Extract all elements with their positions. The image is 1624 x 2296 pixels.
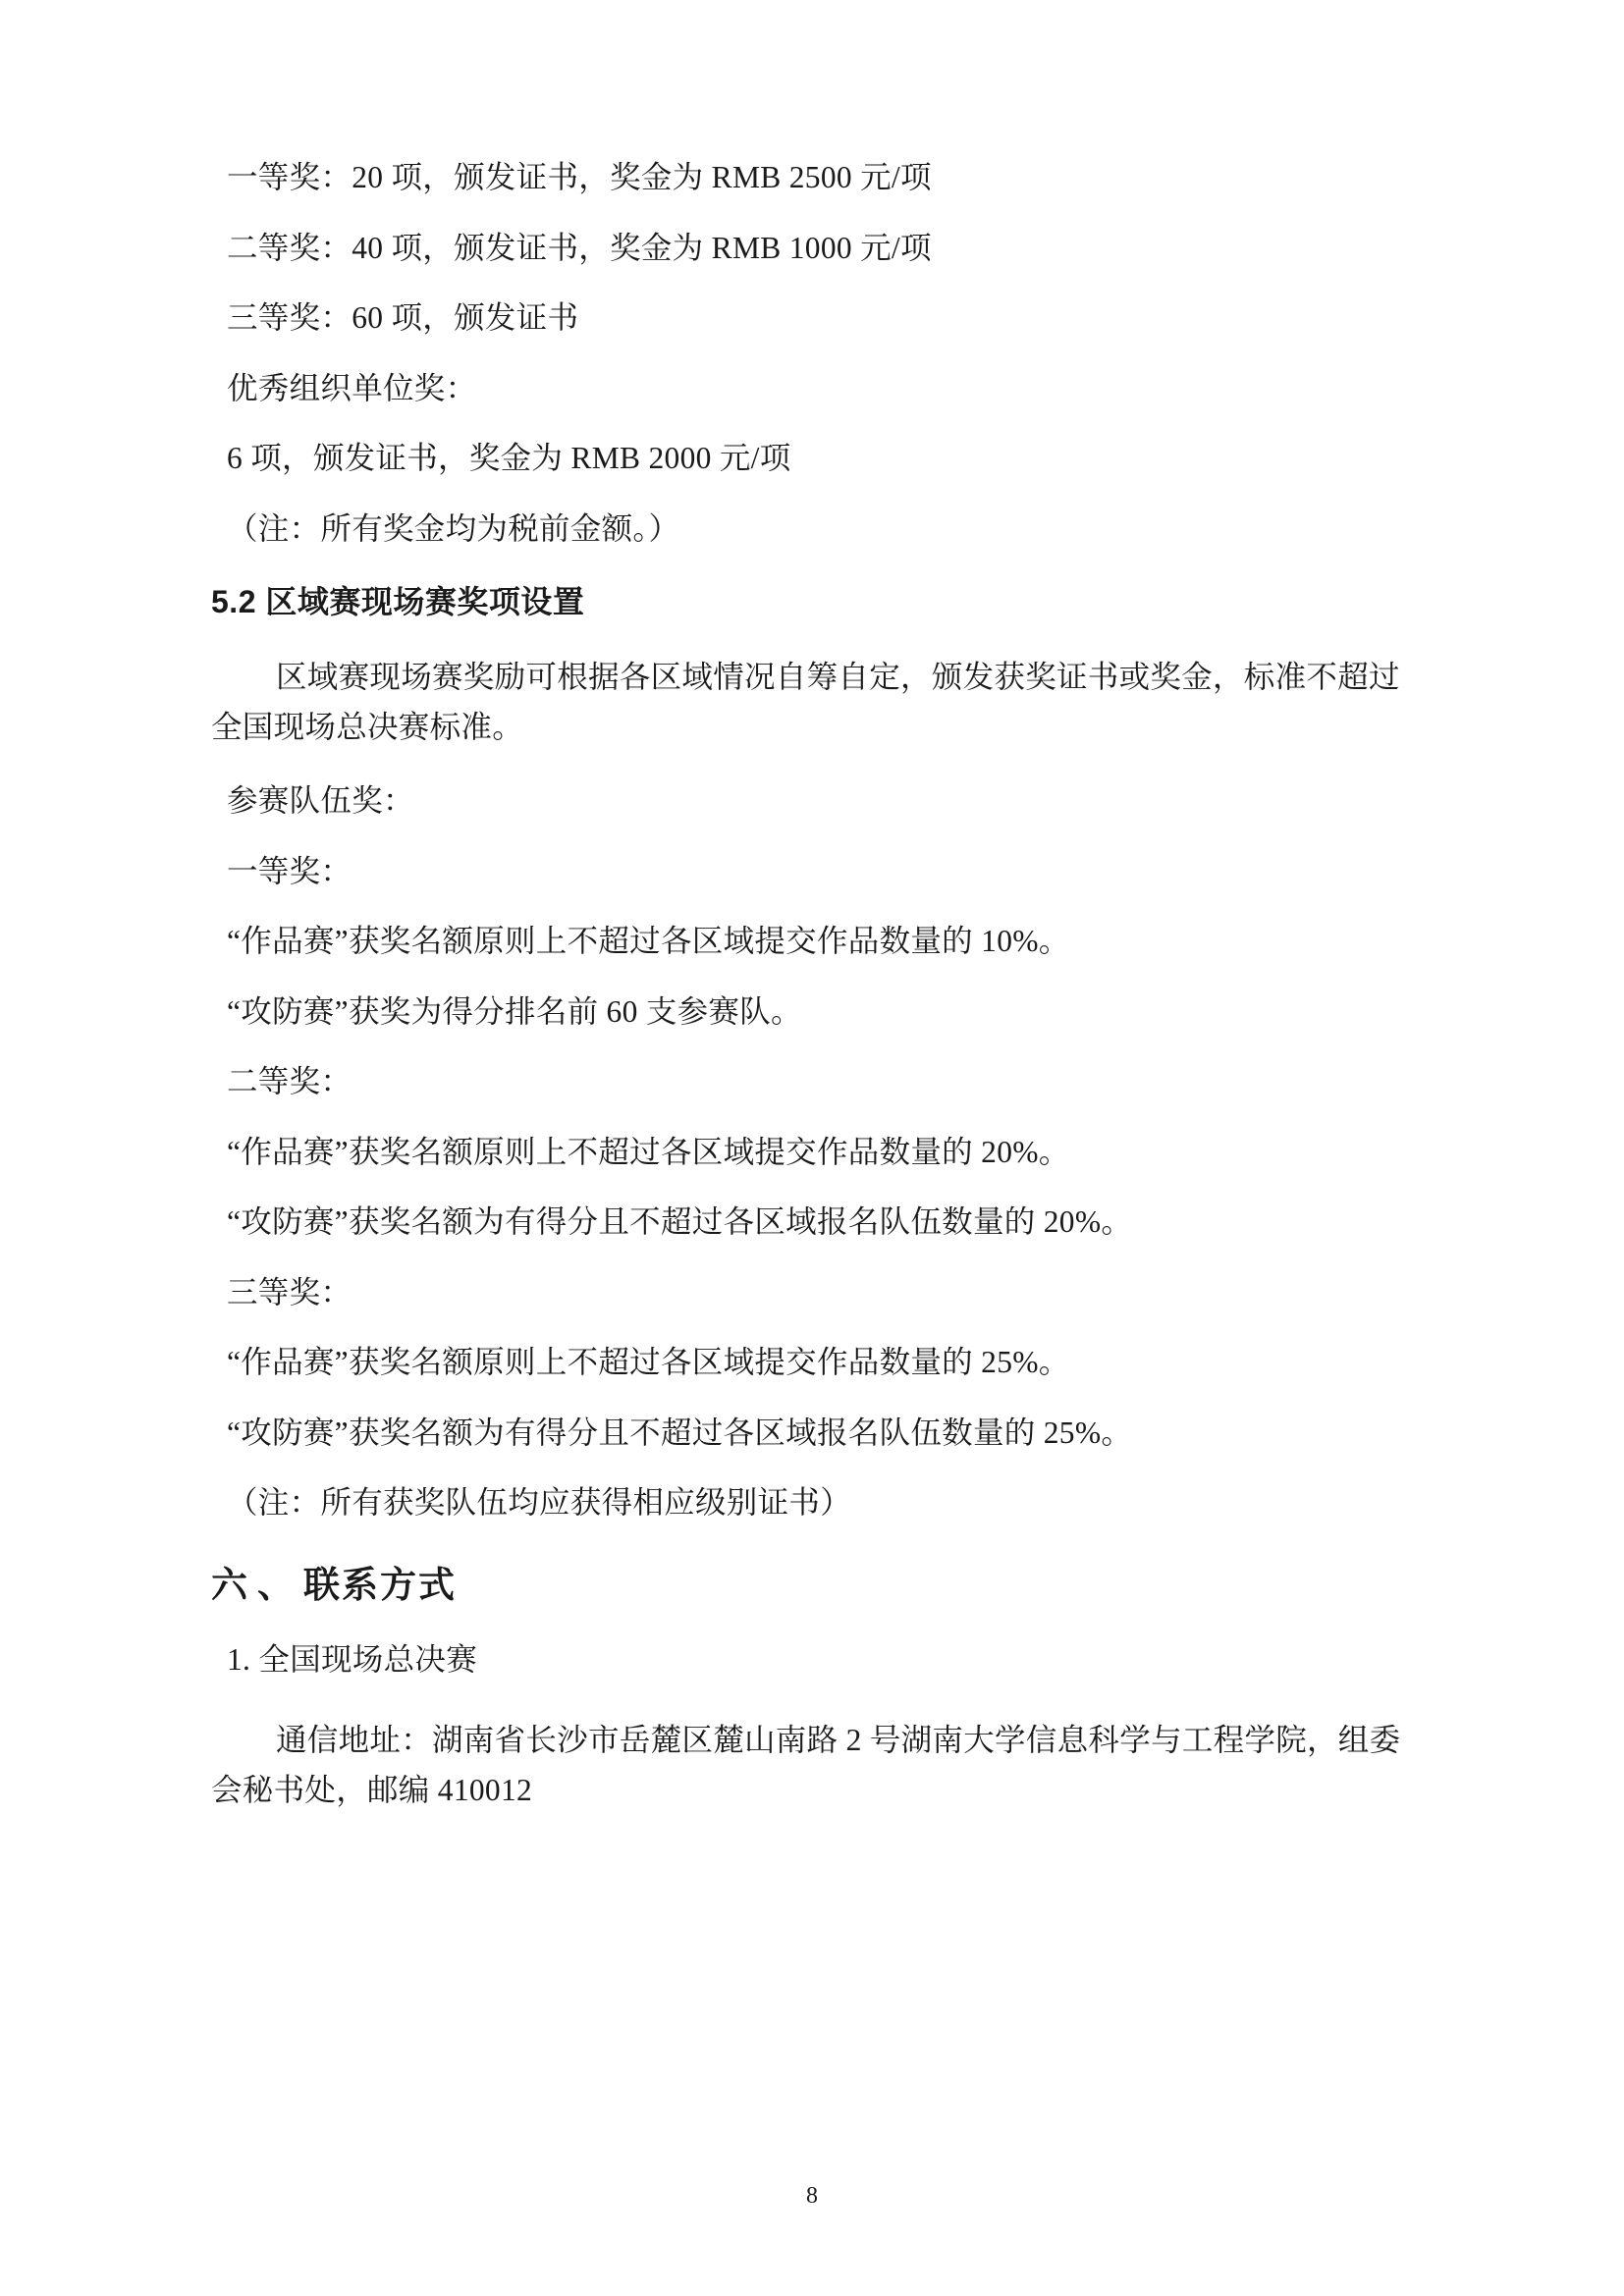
section-5-2-intro-text: 区域赛现场赛奖励可根据各区域情况自筹自定，颁发获奖证书或奖金，标准不超过全国现场总决赛标准。 [211, 660, 1400, 745]
level-3-label: 三等奖： [227, 1274, 352, 1309]
section-6-heading-number: 六、 [211, 1564, 303, 1605]
award-first-prize: 一等奖：20 项，颁发证书，奖金为 RMB 2500 元/项 [227, 160, 932, 194]
award-outstanding-organization-detail: 6 项，颁发证书，奖金为 RMB 2000 元/项 [227, 441, 791, 475]
section-6-address-text: 通信地址：湖南省长沙市岳麓区麓山南路 2 号湖南大学信息科学与工程学院，组委会秘书处，邮编 410012 [211, 1722, 1401, 1807]
page-content [211, 162, 1413, 1815]
level-3-item-2: “攻防赛”获奖名额为有得分且不超过各区域报名队伍数量的 25%。 [227, 1415, 1133, 1450]
award-outstanding-organization-label: 优秀组织单位奖： [227, 370, 477, 405]
section-6-item-1: 1. 全国现场总决赛 [227, 1642, 478, 1678]
level-1-item-1: “作品赛”获奖名额原则上不超过各区域提交作品数量的 10%。 [227, 924, 1070, 959]
section-6-address [211, 1715, 1413, 1815]
page-number: 8 [806, 2183, 818, 2209]
award-third-prize: 三等奖：60 项，颁发证书 [227, 300, 579, 335]
level-2-item-1: “作品赛”获奖名额原则上不超过各区域提交作品数量的 20%。 [227, 1134, 1070, 1169]
section-5-2-intro [211, 652, 1413, 752]
level-3-item-1: “作品赛”获奖名额原则上不超过各区域提交作品数量的 25%。 [227, 1345, 1070, 1380]
award-second-prize: 二等奖：40 项，颁发证书，奖金为 RMB 1000 元/项 [227, 230, 932, 265]
section-6-heading [211, 1564, 1413, 1607]
level-1-item-2: “攻防赛”获奖为得分排名前 60 支参赛队。 [227, 993, 802, 1029]
level-2-item-2: “攻防赛”获奖名额为有得分且不超过各区域报名队伍数量的 20%。 [227, 1204, 1133, 1240]
award-tax-note: （注：所有奖金均为税前金额。） [227, 510, 680, 546]
section-6-heading-text: 联系方式 [303, 1564, 457, 1605]
level-1-label: 一等奖： [227, 853, 352, 888]
team-award-label: 参赛队伍奖： [227, 783, 414, 819]
certificate-note: （注：所有获奖队伍均应获得相应级别证书） [227, 1485, 852, 1521]
section-5-2-heading: 5.2 区域赛现场赛奖项设置 [211, 584, 585, 619]
level-2-label: 二等奖： [227, 1064, 352, 1099]
